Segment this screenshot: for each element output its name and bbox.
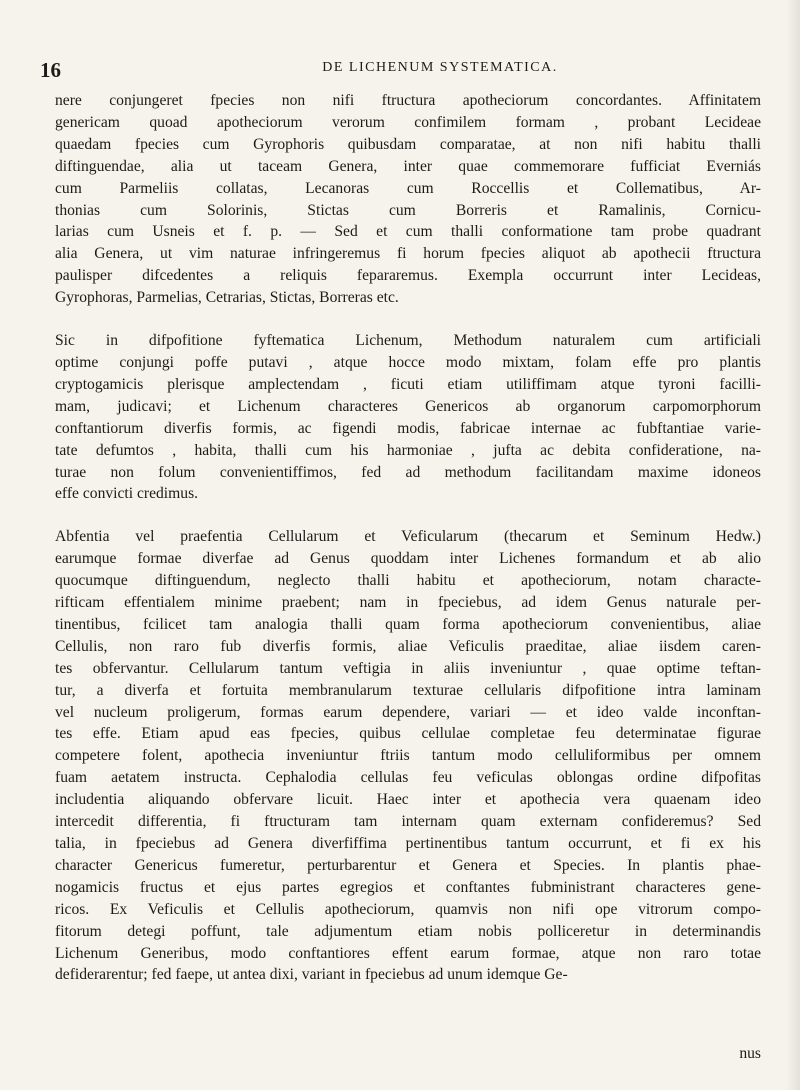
text-line: mam, judicavi; et Lichenum characteres Genericos ab organorum carpomorphorum — [55, 397, 761, 415]
text-line: fuam aetatem instructa. Cephalodia cellulas feu veficulas oblongas ordine difpofitas — [55, 769, 761, 787]
text-line: genericam quoad apotheciorum verorum confimilem formam , probant Lecideae — [55, 113, 761, 131]
text-line: conftantiorum diverfis formis, ac figendi modis, fabricae internae ac fubftantiae varie- — [55, 419, 761, 437]
text-line: alia Genera, ut vim naturae infringeremus fi horum fpecies aliquot ab apothecii ftructura — [55, 245, 761, 263]
text-line: nere conjungeret fpecies non nifi ftructura apotheciorum concordantes. Affinitatem — [55, 92, 761, 109]
text-line: effe convicti credimus. — [55, 485, 199, 503]
text-line: tes obfervantur. Cellularum tantum veftigia in aliis inveniuntur , quae optime teftan- — [55, 659, 761, 677]
text-line: tinentibus, fcilicet tam analogia thalli quam forma apotheciorum convenientibus, aliae — [55, 615, 761, 633]
text-line: Cellulis, non raro fub diverfis formis, aliae Veficulis praeditae, aliae iisdem caren- — [55, 637, 761, 655]
text-line: earumque formae diverfae ad Genus quoddam inter Lichenes formandum et ab alio — [55, 550, 761, 568]
text-line: tate defumtos , habita, thalli cum his harmoniae , jufta ac debita confideratione, na- — [55, 441, 761, 459]
text-line: cryptogamicis plerisque amplectendam , ficuti etiam utiliffimam atque tyroni facilli- — [55, 375, 761, 393]
text-line: Lichenum Generibus, modo conftantiores effent earum formae, atque non raro totae — [55, 944, 761, 962]
text-line: diftinguendae, alia ut taceam Genera, inter quae commemorare fufficiat Everniás — [55, 157, 761, 175]
text-line: thonias cum Solorinis, Stictas cum Borreris et Ramalinis, Cornicu- — [55, 201, 761, 219]
paragraph-gap — [55, 309, 761, 330]
text-line: tur, a diverfa et fortuita membranularum texturae cellularis difpofitione intra laminam — [55, 681, 761, 699]
text-line: quaedam fpecies cum Gyrophoris quibusdam comparatae, at non nifi habitu thalli — [55, 135, 761, 153]
text-line: larias cum Usneis et f. p. — Sed et cum thalli conformatione tam probe quadrant — [55, 223, 761, 241]
text-line: Gyrophoras, Parmelias, Cetrarias, Stictas, Borreras etc. — [55, 289, 399, 307]
text-line: vel nucleum proligerum, formas earum dependere, variari — et ideo valde inconftan- — [55, 703, 761, 721]
text-line: Sic in difpofitione fyftematica Lichenum, Methodum naturalem cum artificiali — [55, 332, 761, 350]
text-line: ricos. Ex Veficulis et Cellulis apotheciorum, quamvis non nifi ope vitrorum compo- — [55, 900, 761, 918]
paragraph — [55, 330, 761, 505]
page-number: 16 — [40, 58, 61, 82]
body-text — [55, 90, 761, 986]
paragraph-gap — [55, 505, 761, 526]
text-line: intercedit differentia, fi ftructuram tam internam quam externam confideremus? Sed — [55, 813, 761, 831]
page-edge-shadow — [786, 0, 800, 1090]
text-line: fitorum detegi poffunt, tale adjumentum etiam nobis polliceretur in determinandis — [55, 922, 761, 940]
text-line: paulisper difcedentes a reliquis fepararemus. Exempla occurrunt inter Lecideas, — [55, 267, 761, 285]
text-line: Abfentia vel praefentia Cellularum et Veficularum (thecarum et Seminum Hedw.) — [55, 528, 761, 546]
text-line: talia, in fpeciebus ad Genera diverfiffima pertinentibus tantum occurrunt, et fi ex his — [55, 835, 761, 852]
text-line: cum Parmeliis collatas, Lecanoras cum Roccellis et Collematibus, Ar- — [55, 179, 761, 197]
running-head: DE LICHENUM SYSTEMATICA. — [322, 60, 558, 75]
text-line: rifticam effentialem minime praebent; nam in fpeciebus, ad idem Genus naturale per- — [55, 594, 761, 612]
page-header — [40, 58, 760, 80]
text-line: optime conjungi poffe putavi , atque hocce modo mixtam, folam effe pro plantis — [55, 353, 761, 371]
text-line: quocumque diftinguendum, neglecto thalli habitu et apotheciorum, notam characte- — [55, 572, 761, 590]
text-line: character Genericus fumeretur, perturbarentur et Genera et Species. In plantis phae- — [55, 856, 761, 874]
text-line: tes effe. Etiam apud eas fpecies, quibus cellulae completae feu determinatae figurae — [55, 725, 761, 743]
text-line: competere folent, apothecia inveniuntur ftriis tantum modo celluliformibus per omnem — [55, 747, 761, 765]
text-line: includentia aliquando obfervare licuit. Haec inter et apothecia vera quaenam ideo — [55, 791, 761, 809]
text-line: nogamicis fructus et ejus partes egregios et conftantes fubministrant characteres gene- — [55, 878, 761, 896]
paragraph — [55, 526, 761, 986]
text-line: defiderarentur; fed faepe, ut antea dixi, variant in fpeciebus ad unum idemque Ge- — [55, 966, 568, 984]
catchword: nus — [739, 1045, 761, 1062]
text-line: turae non folum convenientiffimos, fed ad methodum facilitandam maxime idoneos — [55, 463, 761, 481]
paragraph — [55, 90, 761, 309]
